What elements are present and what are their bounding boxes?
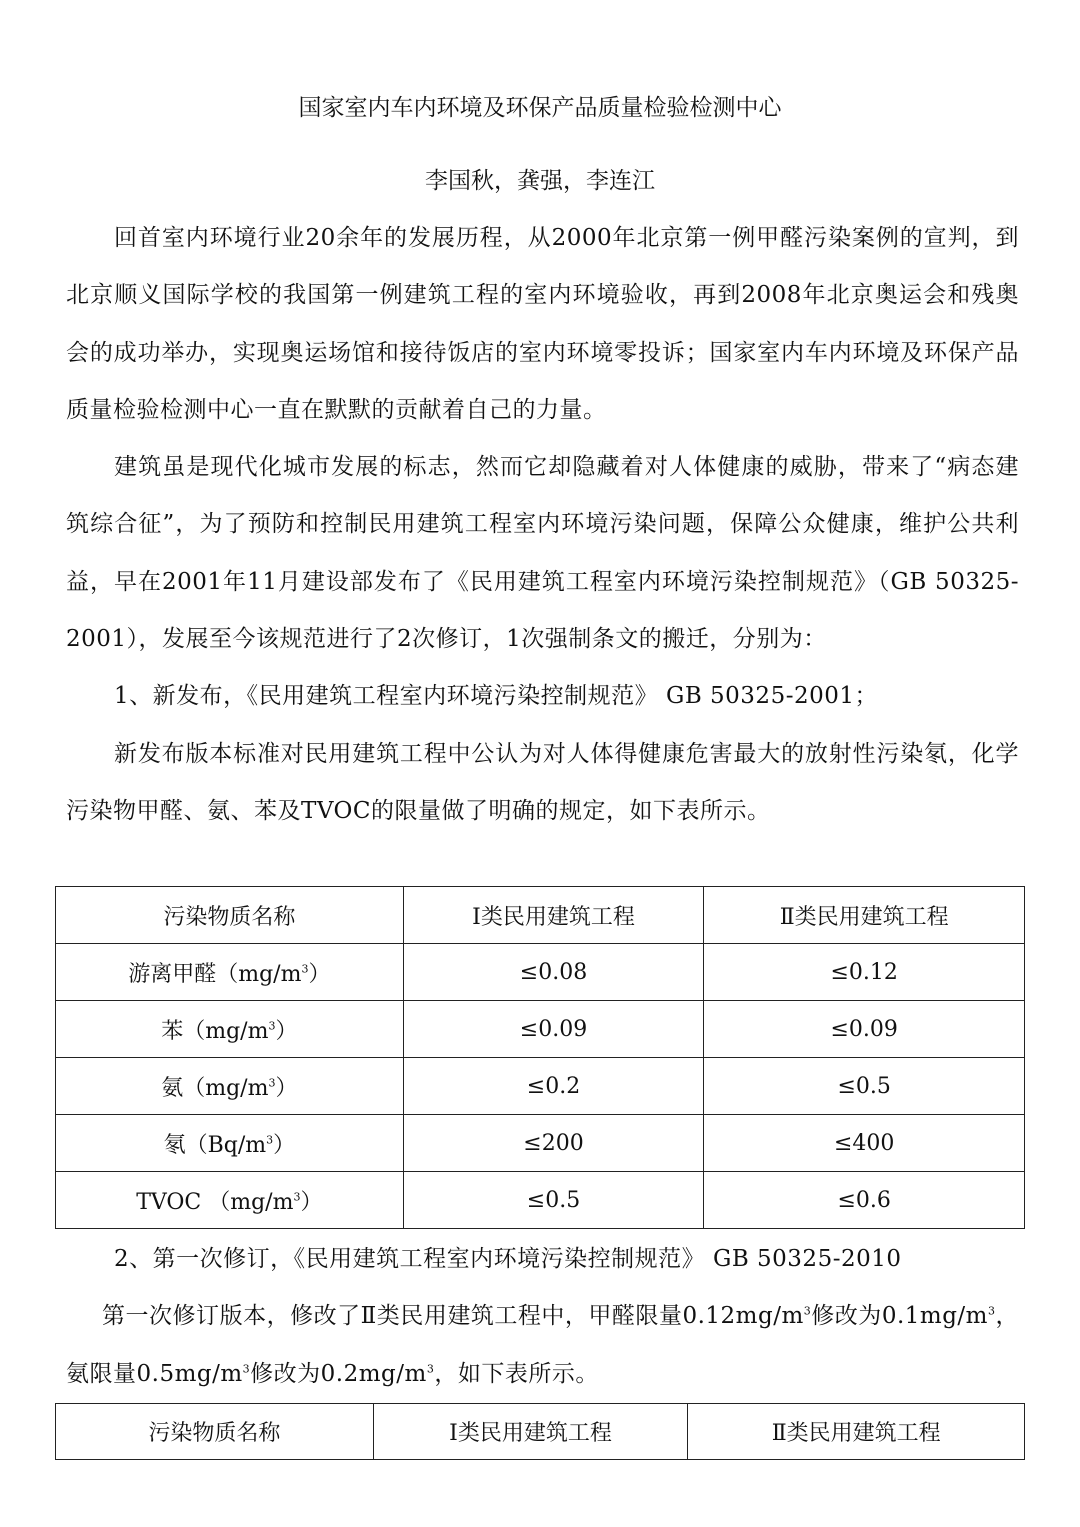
paragraph-first-revision-desc: 第一次修订版本，修改了Ⅱ类民用建筑工程中，甲醛限量$0.12mg/m^3$修改为$0.1mg/m^3$，氨限量$0.5mg/m^3$修改为$0.2mg/m^3$，如下表所示。 (66, 1303, 1020, 1387)
header-class-2: Ⅱ类民用建筑工程 (704, 887, 1025, 944)
pollutant-name: 苯$(mg/m^3)$ (56, 1001, 404, 1058)
table-row (56, 1172, 1025, 1229)
document-authors: 李国秋，龚强，李连江 (425, 168, 655, 194)
class-1-limit: ≤0.08 (403, 944, 704, 1001)
table-row (56, 1001, 1025, 1058)
paragraph-first-revision: 2、第一次修订，《民用建筑工程室内环境污染控制规范》 GB 50325-2010 (114, 1246, 902, 1272)
class-2-limit: ≤0.12 (704, 944, 1025, 1001)
pollutant-name: TVOC $(mg/m^3)$ (56, 1172, 404, 1229)
pollutant-name: 氨$(mg/m^3)$ (56, 1058, 404, 1115)
class-2-limit: ≤400 (704, 1115, 1025, 1172)
class-2-limit: ≤0.6 (704, 1172, 1025, 1229)
paragraph-building-health: 建筑虽是现代化城市发展的标志，然而它却隐藏着对人体健康的威胁，带来了“病态建筑综合征”，为了预防和控制民用建筑工程室内环境污染问题，保障公众健康，维护公共利益，早在2001年11月建设部发布了《民用建筑工程室内环境污染控制规范》（GB 50325- 2001），发展至今该规范进行了2次修订，1次强制条文的搬迁，分别为： (66, 454, 1019, 653)
pollutant-name: 氡$(Bq/m^3)$ (56, 1115, 404, 1172)
paragraph-first-release: 1、新发布，《民用建筑工程室内环境污染控制规范》 GB 50325-2001； (114, 683, 879, 710)
header-class-2: Ⅱ类民用建筑工程 (688, 1404, 1025, 1460)
header-pollutant: 污染物质名称 (56, 887, 404, 944)
table-header-row (56, 1404, 1025, 1460)
document-title: 国家室内车内环境及环保产品质量检验检测中心 (298, 95, 782, 121)
body-section-1 (66, 210, 1019, 840)
class-1-limit: ≤200 (403, 1115, 704, 1172)
table-row (56, 1115, 1025, 1172)
paragraph-history: 回首室内环境行业20余年的发展历程，从2000年北京第一例甲醛污染案例的宣判，到北京顺义国际学校的我国第一例建筑工程的室内环境验收，再到2008年北京奥运会和残奥会的成功举办，实现奥运场馆和接待饭店的室内环境零投诉；国家室内车内环境及环保产品质量检验检测中心一直在默默的贡献着自己的力量。 (66, 225, 1019, 423)
header-class-1: Ⅰ类民用建筑工程 (373, 1404, 688, 1460)
class-2-limit: ≤0.5 (704, 1058, 1025, 1115)
table-row (56, 944, 1025, 1001)
class-1-limit: ≤0.2 (403, 1058, 704, 1115)
header-pollutant: 污染物质名称 (56, 1404, 374, 1460)
class-1-limit: ≤0.09 (403, 1001, 704, 1058)
class-1-limit: ≤0.5 (403, 1172, 704, 1229)
body-section-2 (66, 1231, 1019, 1403)
table-row (56, 1058, 1025, 1115)
table-header-row (56, 887, 1025, 944)
header-class-1: Ⅰ类民用建筑工程 (403, 887, 704, 944)
limits-table-2010 (55, 1403, 1025, 1460)
limits-table-2001 (55, 886, 1025, 1229)
pollutant-name: 游离甲醛$(mg/m^3)$ (56, 944, 404, 1001)
class-2-limit: ≤0.09 (704, 1001, 1025, 1058)
paragraph-first-release-desc: 新发布版本标准对民用建筑工程中公认为对人体得健康危害最大的放射性污染氡，化学污染物甲醛、氨、苯及TVOC的限量做了明确的规定，如下表所示。 (66, 740, 1019, 824)
